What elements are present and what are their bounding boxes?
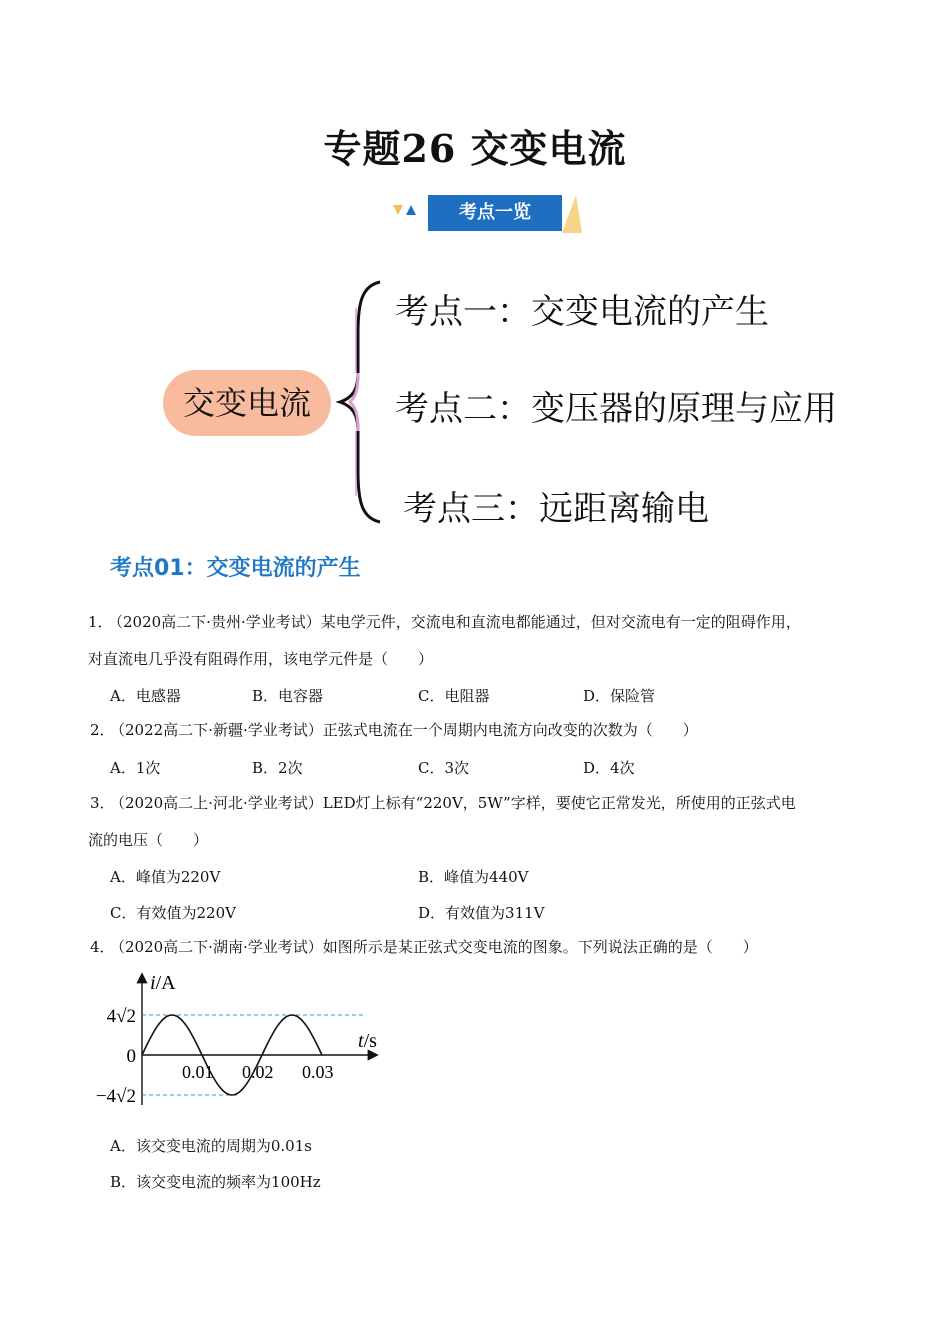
mindmap-branch-3: 考点三：远距离输电 xyxy=(403,489,709,529)
y-tick-label: 0 xyxy=(126,1046,136,1067)
y-tick-label: 4√2 xyxy=(106,1006,136,1027)
x-tick-label: 0.01 xyxy=(182,1062,214,1082)
banner-label: 考点一览 xyxy=(428,195,562,231)
question-2-option-c[interactable]: C．3次 xyxy=(418,759,470,777)
question-3-option-b[interactable]: B．峰值为440V xyxy=(418,868,529,886)
y-tick-labels xyxy=(96,1006,136,1107)
question-2-option-b[interactable]: B．2次 xyxy=(252,759,303,777)
y-tick-label: −4√2 xyxy=(95,1086,136,1107)
question-1-text-cont: 对直流电几乎没有阻碍作用，该电学元件是（ ） xyxy=(88,650,434,668)
section-heading: 考点01：交变电流的产生 xyxy=(110,556,361,581)
question-4-number: 4． xyxy=(90,938,115,956)
question-3-number: 3． xyxy=(90,794,115,812)
question-2-text: （2022高二下·新疆·学业考试）正弦式电流在一个周期内电流方向改变的次数为（ ） xyxy=(110,721,698,739)
question-3-text: （2020高二上·河北·学业考试）LED灯上标有“220V，5W”字样，要使它正常发光，所使用的正弦式电 xyxy=(110,794,796,812)
current-time-graph xyxy=(80,965,390,1110)
x-tick-labels xyxy=(182,1062,334,1082)
question-4-text: （2020高二下·湖南·学业考试）如图所示是某正弦式交变电流的图象。下列说法正确的是（ ） xyxy=(110,938,758,956)
page-title: 专题26 交变电流 xyxy=(323,126,627,171)
question-1-option-d[interactable]: D．保险管 xyxy=(583,687,656,705)
question-3-option-a[interactable]: A．峰值为220V xyxy=(110,868,221,886)
x-tick-label: 0.02 xyxy=(242,1062,274,1082)
question-2-number: 2． xyxy=(90,721,115,739)
x-axis-label: t/s xyxy=(358,1030,377,1052)
question-2-option-d[interactable]: D．4次 xyxy=(583,759,635,777)
question-3-text-cont: 流的电压（ ） xyxy=(88,831,209,849)
question-1-option-c[interactable]: C．电阻器 xyxy=(418,687,490,705)
mindmap-branch-1: 考点一：交变电流的产生 xyxy=(395,292,769,332)
question-2-option-a[interactable]: A．1次 xyxy=(110,759,161,777)
question-3-option-c[interactable]: C．有效值为220V xyxy=(110,904,236,922)
question-4-option-a[interactable]: A．该交变电流的周期为0.01s xyxy=(110,1137,312,1155)
question-1-option-a[interactable]: A．电感器 xyxy=(110,687,181,705)
question-4-option-b[interactable]: B．该交变电流的频率为100Hz xyxy=(110,1173,321,1191)
y-axis-label: i/A xyxy=(150,972,176,994)
triangle-decoration-icon xyxy=(390,193,430,237)
question-1-number: 1． xyxy=(88,613,113,631)
x-tick-label: 0.03 xyxy=(302,1062,334,1082)
question-1-text: （2020高二下·贵州·学业考试）某电学元件，交流电和直流电都能通过，但对交流电有一定的阻碍作用， xyxy=(108,613,801,631)
banner-yellow-tab-icon xyxy=(562,193,587,237)
section-banner xyxy=(390,193,585,237)
mindmap-branch-2: 考点二：变压器的原理与应用 xyxy=(395,389,837,429)
curly-brace-icon xyxy=(330,278,390,528)
question-3-option-d[interactable]: D．有效值为311V xyxy=(418,904,545,922)
question-1-option-b[interactable]: B．电容器 xyxy=(252,687,324,705)
mindmap-center: 交变电流 xyxy=(163,370,331,436)
